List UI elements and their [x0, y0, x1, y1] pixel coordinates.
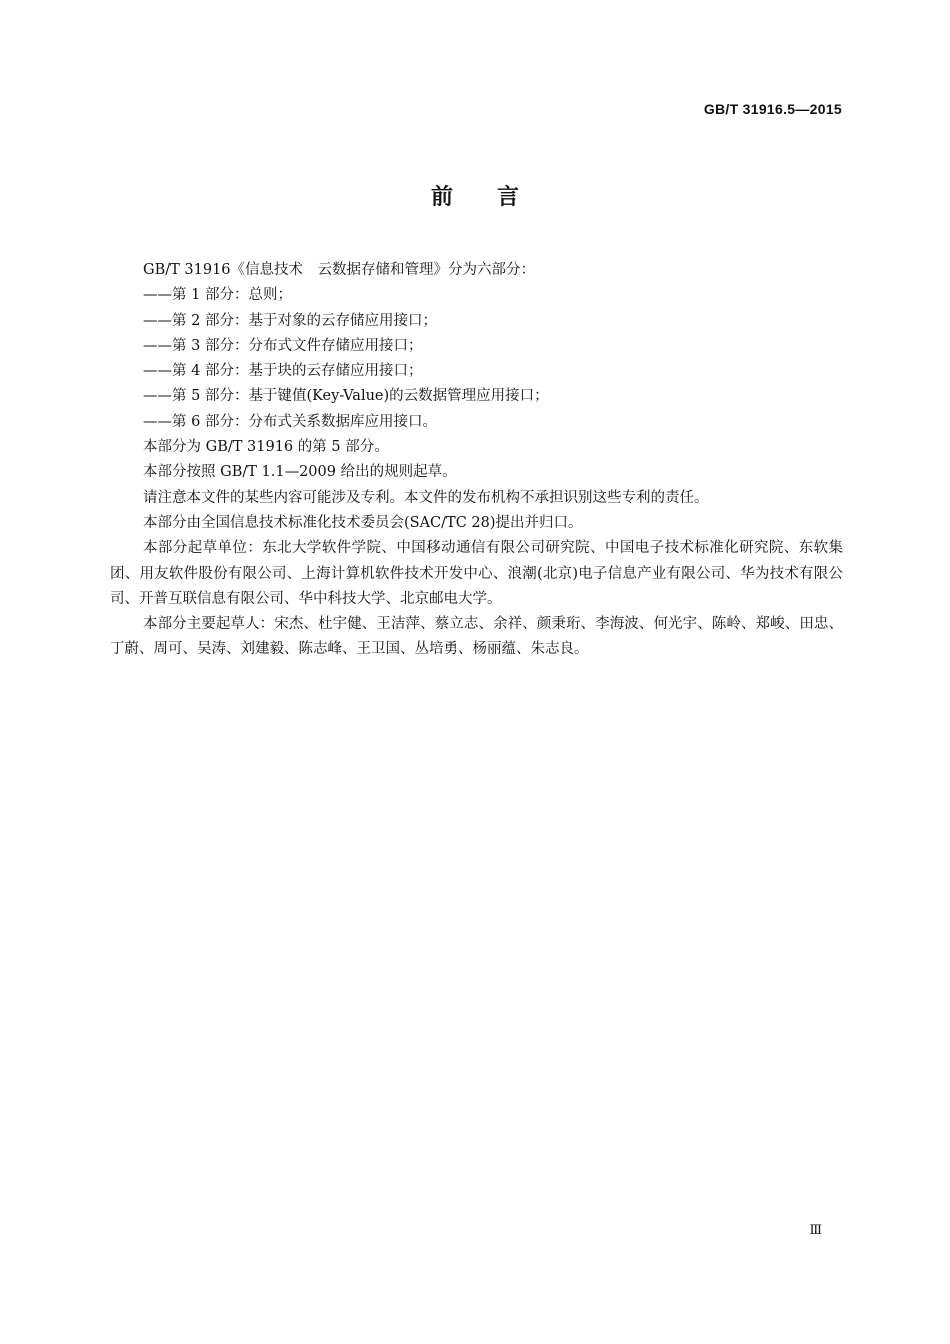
part-list-item: ——第 1 部分：总则； [143, 287, 292, 304]
page-number: Ⅲ [809, 1223, 822, 1238]
intro-paragraph: GB/T 31916《信息技术 云数据存储和管理》分为六部分： [143, 262, 536, 278]
proposed-by-paragraph: 本部分由全国信息技术标准化技术委员会(SAC/TC 28)提出并归口。 [143, 514, 583, 531]
drafting-units-paragraph: 本部分起草单位：东北大学软件学院、中国移动通信有限公司研究院、中国电子技术标准化研究院、东软集团、用友软件股份有限公司、上海计算机软件技术开发中心、浪潮(北京)电子信息产业有限公司、华为技术有限公司、开普互联信息有限公司、华中科技大学、北京邮电大学。 [110, 540, 843, 607]
part-list-item: ——第 5 部分：基于键值(Key-Value)的云数据管理应用接口； [143, 388, 549, 405]
part-list-item: ——第 6 部分：分布式关系数据库应用接口。 [143, 413, 437, 430]
part-list-item: ——第 3 部分：分布式文件存储应用接口； [143, 337, 423, 354]
drafters-paragraph: 本部分主要起草人：宋杰、杜宇健、王洁萍、蔡立志、余祥、颜秉珩、李海波、何光宇、陈岭、郑峻、田忠、丁蔚、周可、吴涛、刘建毅、陈志峰、王卫国、丛培勇、杨丽蕴、朱志良。 [110, 616, 843, 658]
part-list-item: ——第 4 部分：基于块的云存储应用接口； [143, 363, 423, 380]
foreword-body [110, 258, 843, 663]
drafting-rules-paragraph: 本部分按照 GB/T 1.1—2009 给出的规则起草。 [143, 464, 457, 481]
patent-notice-paragraph: 请注意本文件的某些内容可能涉及专利。本文件的发布机构不承担识别这些专利的责任。 [143, 489, 709, 506]
page-title: 前言 [430, 185, 563, 210]
standard-number: GB/T 31916.5—2015 [703, 101, 842, 117]
part-list-item: ——第 2 部分：基于对象的云存储应用接口； [143, 312, 437, 329]
this-part-paragraph: 本部分为 GB/T 31916 的第 5 部分。 [143, 439, 389, 456]
